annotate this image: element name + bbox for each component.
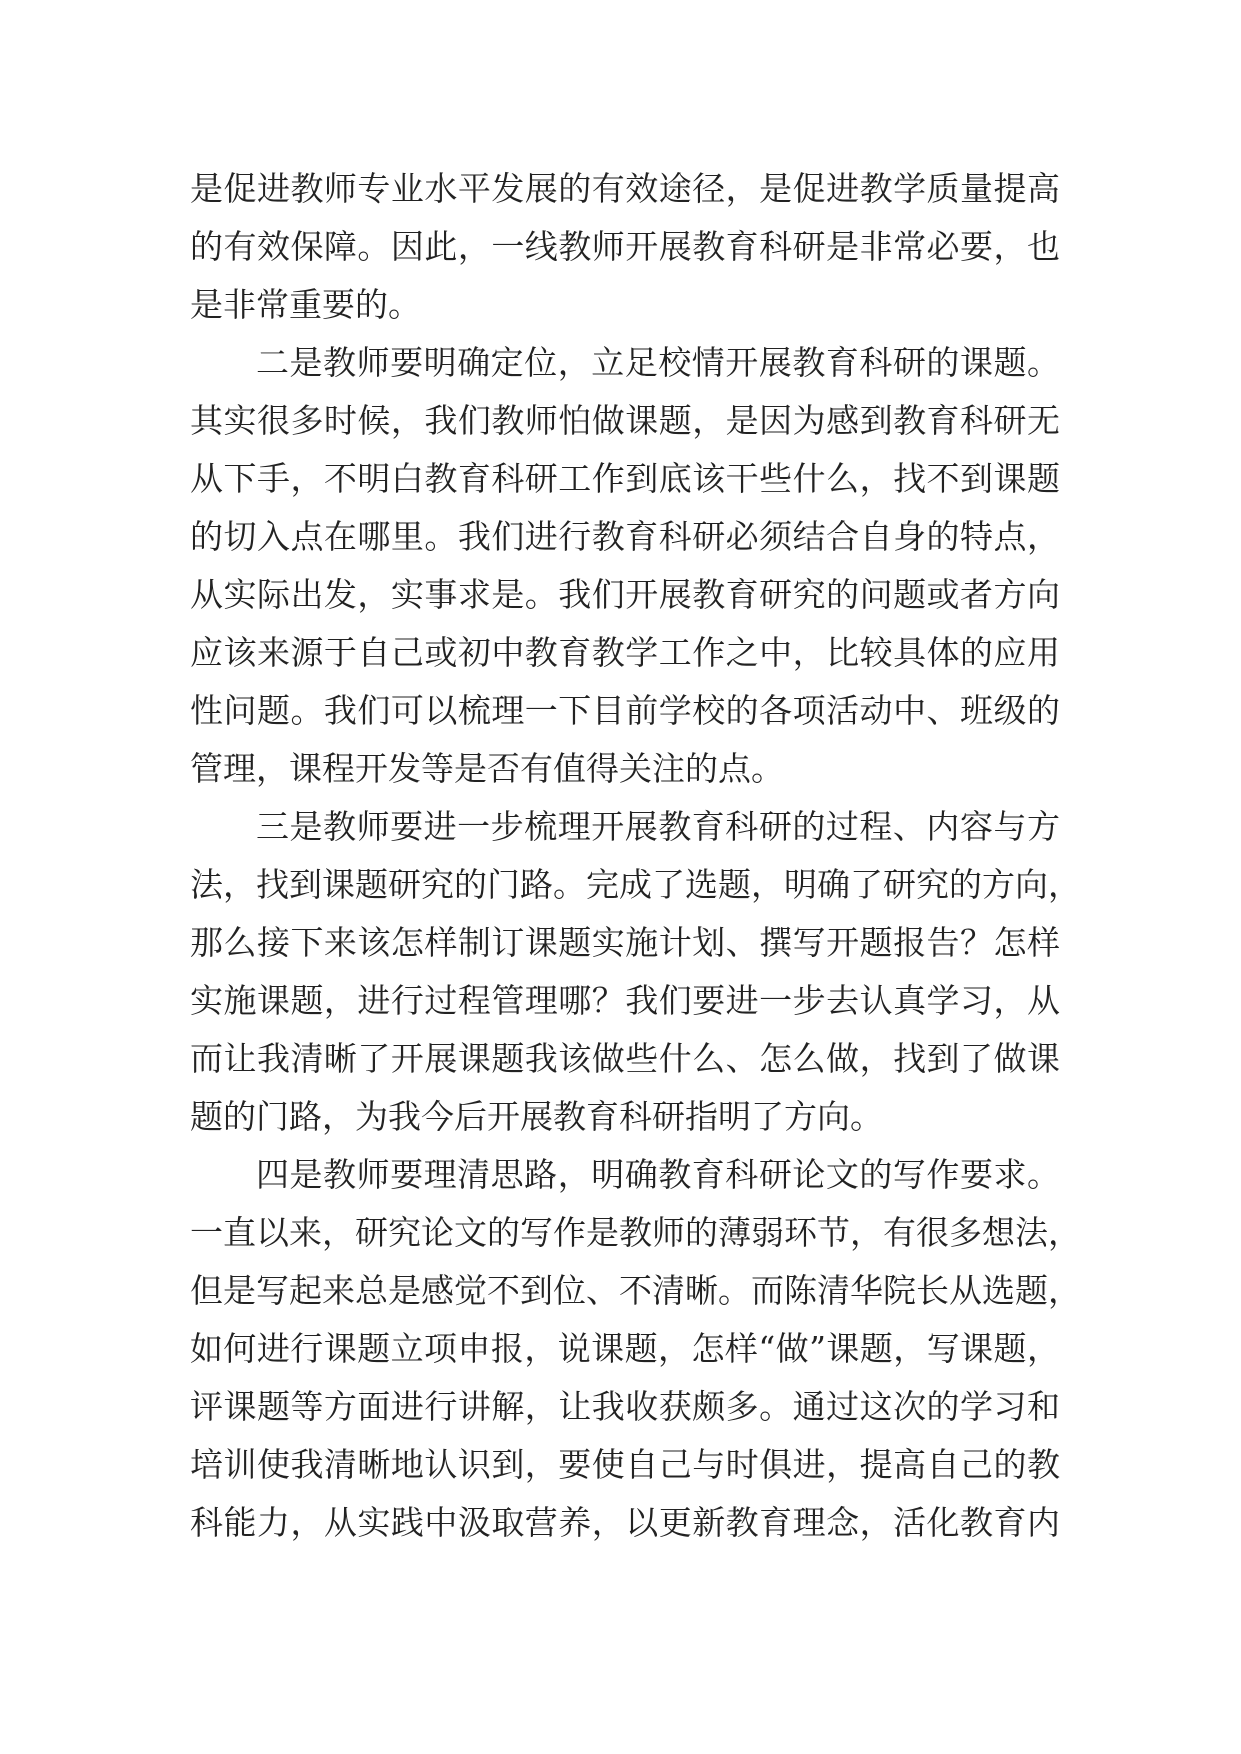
text-line: 法，找到课题研究的门路。完成了选题，明确了研究的方向， [190, 865, 1081, 904]
text-line: 但是写起来总是感觉不到位、不清晰。而陈清华院长从选题， [190, 1271, 1081, 1310]
text-line: 科能力，从实践中汲取营养，以更新教育理念，活化教育内 [190, 1503, 1060, 1542]
text-line: 实施课题，进行过程管理哪？我们要进一步去认真学习，从 [190, 981, 1060, 1020]
text-line: 培训使我清晰地认识到，要使自己与时俱进，提高自己的教 [190, 1445, 1060, 1484]
text-line: 从实际出发，实事求是。我们开展教育研究的问题或者方向 [190, 575, 1060, 614]
text-line: 而让我清晰了开展课题我该做些什么、怎么做，找到了做课 [190, 1039, 1060, 1078]
text-line: 从下手，不明白教育科研工作到底该干些什么，找不到课题 [190, 459, 1060, 498]
body-text [190, 160, 1081, 1552]
text-line: 性问题。我们可以梳理一下目前学校的各项活动中、班级的 [190, 691, 1060, 730]
text-line: 四是教师要理清思路，明确教育科研论文的写作要求。 [256, 1155, 1060, 1194]
text-line: 的有效保障。因此，一线教师开展教育科研是非常必要，也 [190, 227, 1060, 266]
text-line: 管理，课程开发等是否有值得关注的点。 [190, 749, 784, 788]
text-line: 二是教师要明确定位，立足校情开展教育科研的课题。 [256, 343, 1060, 382]
text-line: 如何进行课题立项申报，说课题，怎样“做”课题，写课题， [190, 1329, 1060, 1368]
text-line: 其实很多时候，我们教师怕做课题，是因为感到教育科研无 [190, 401, 1060, 440]
text-line: 是非常重要的。 [190, 285, 421, 324]
text-line: 是促进教师专业水平发展的有效途径，是促进教学质量提高 [190, 169, 1060, 208]
text-line: 三是教师要进一步梳理开展教育科研的过程、内容与方 [256, 807, 1060, 846]
text-line: 一直以来，研究论文的写作是教师的薄弱环节，有很多想法， [190, 1213, 1081, 1252]
text-line: 那么接下来该怎样制订课题实施计划、撰写开题报告？怎样 [190, 923, 1060, 962]
text-line: 的切入点在哪里。我们进行教育科研必须结合自身的特点， [190, 517, 1060, 556]
text-line: 应该来源于自己或初中教育教学工作之中，比较具体的应用 [190, 633, 1060, 672]
text-line: 评课题等方面进行讲解，让我收获颇多。通过这次的学习和 [190, 1387, 1060, 1426]
text-line: 题的门路，为我今后开展教育科研指明了方向。 [190, 1097, 883, 1136]
